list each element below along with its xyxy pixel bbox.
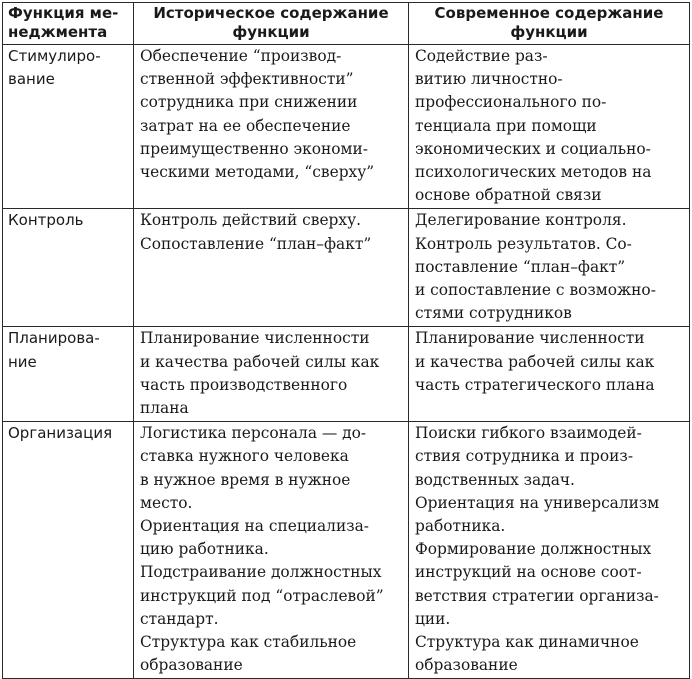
cell-line: стандарт.	[140, 609, 219, 628]
cell-line: место.	[140, 493, 193, 512]
historical-cell	[134, 422, 409, 679]
cell-line: профессионального по-	[415, 93, 607, 112]
cell-line: затрат на ее обеспечение	[140, 116, 351, 135]
header-modern-line: Современное содержание	[434, 4, 664, 22]
cell-line: Сопоставление “план–факт”	[140, 234, 372, 253]
modern-cell	[409, 327, 690, 422]
cell-line: Поиски гибкого взаимодей-	[415, 424, 642, 443]
modern-cell	[409, 45, 690, 209]
function-cell	[3, 422, 134, 679]
cell-line: тенциала при помощи	[415, 116, 597, 135]
cell-line: Содействие раз-	[415, 47, 548, 65]
header-function	[3, 3, 134, 45]
cell-line: стями сотрудников	[415, 304, 572, 323]
cell-line: Ориентация на специализа-	[140, 517, 369, 536]
cell-line: Формирование должностных	[415, 540, 652, 559]
cell-line: Делегирование контроля.	[415, 211, 627, 230]
cell-line: преимущественно экономи-	[140, 139, 368, 158]
cell-line: ветствия стратегии организа-	[415, 586, 659, 605]
cell-line: основе обратной связи	[415, 186, 602, 205]
function-cell	[3, 209, 134, 327]
cell-line: плана	[140, 399, 189, 418]
table-row	[3, 209, 690, 327]
cell-line: образование	[415, 656, 518, 675]
cell-line: Логистика персонала — до-	[140, 424, 367, 443]
cell-line: ческими методами, “сверху”	[140, 163, 375, 182]
cell-line: Контроль действий сверху.	[140, 211, 362, 230]
cell-line: Организация	[8, 424, 113, 443]
historical-cell	[134, 327, 409, 422]
cell-line: ставка нужного человека	[140, 447, 349, 466]
cell-line: инструкций на основе соот-	[415, 563, 642, 582]
cell-line: образование	[140, 656, 243, 675]
cell-line: ствия сотрудника и произ-	[415, 447, 634, 466]
historical-cell	[134, 209, 409, 327]
function-cell	[3, 45, 134, 209]
modern-cell	[409, 209, 690, 327]
function-cell	[3, 327, 134, 422]
cell-line: в нужное время в нужное	[140, 470, 351, 489]
cell-line: инструкций под “отраслевой”	[140, 586, 384, 605]
modern-cell	[409, 422, 690, 679]
cell-line: экономических и социально-	[415, 139, 651, 158]
cell-line: цию работника.	[140, 540, 269, 559]
table-header-row	[3, 3, 690, 45]
cell-line: ции.	[415, 609, 451, 628]
header-historical-line: функции	[232, 23, 310, 41]
cell-line: Структура как динамичное	[415, 633, 639, 652]
header-modern	[409, 3, 690, 45]
header-modern-line: функции	[510, 23, 588, 41]
header-historical-line: Историческое содержание	[153, 4, 389, 22]
table-row	[3, 422, 690, 679]
cell-line: Стимулиро-	[8, 47, 101, 65]
cell-line: часть производственного	[140, 375, 348, 394]
header-historical	[134, 3, 409, 45]
cell-line: Планирование численности	[140, 329, 370, 348]
cell-line: работника.	[415, 517, 506, 536]
table-row	[3, 45, 690, 209]
header-function-line: неджмента	[8, 23, 108, 41]
cell-line: Ориентация на универсализм	[415, 493, 660, 512]
cell-line: Подстраивание должностных	[140, 563, 382, 582]
cell-line: психологических методов на	[415, 163, 652, 182]
cell-line: и качества рабочей силы как	[140, 352, 380, 371]
historical-cell	[134, 45, 409, 209]
cell-line: ственной эффективности”	[140, 70, 354, 89]
cell-line: вание	[8, 70, 55, 89]
cell-line: Контроль	[8, 211, 84, 230]
table-row	[3, 327, 690, 422]
cell-line: Обеспечение “производ-	[140, 47, 342, 65]
cell-line: сотрудника при снижении	[140, 93, 358, 112]
cell-line: ние	[8, 352, 37, 371]
cell-line: Структура как стабильное	[140, 633, 357, 652]
cell-line: и сопоставление с возможно-	[415, 281, 656, 300]
cell-line: Планирование численности	[415, 329, 645, 348]
header-function-line: Функция ме-	[8, 4, 119, 22]
cell-line: и качества рабочей силы как	[415, 352, 655, 371]
cell-line: часть стратегического плана	[415, 375, 655, 394]
cell-line: поставление “план–факт”	[415, 257, 626, 276]
cell-line: водственных задач.	[415, 470, 575, 489]
cell-line: Контроль результатов. Со-	[415, 234, 632, 253]
cell-line: витию личностно-	[415, 70, 563, 89]
management-functions-table	[2, 2, 690, 679]
cell-line: Планирова-	[8, 329, 100, 348]
